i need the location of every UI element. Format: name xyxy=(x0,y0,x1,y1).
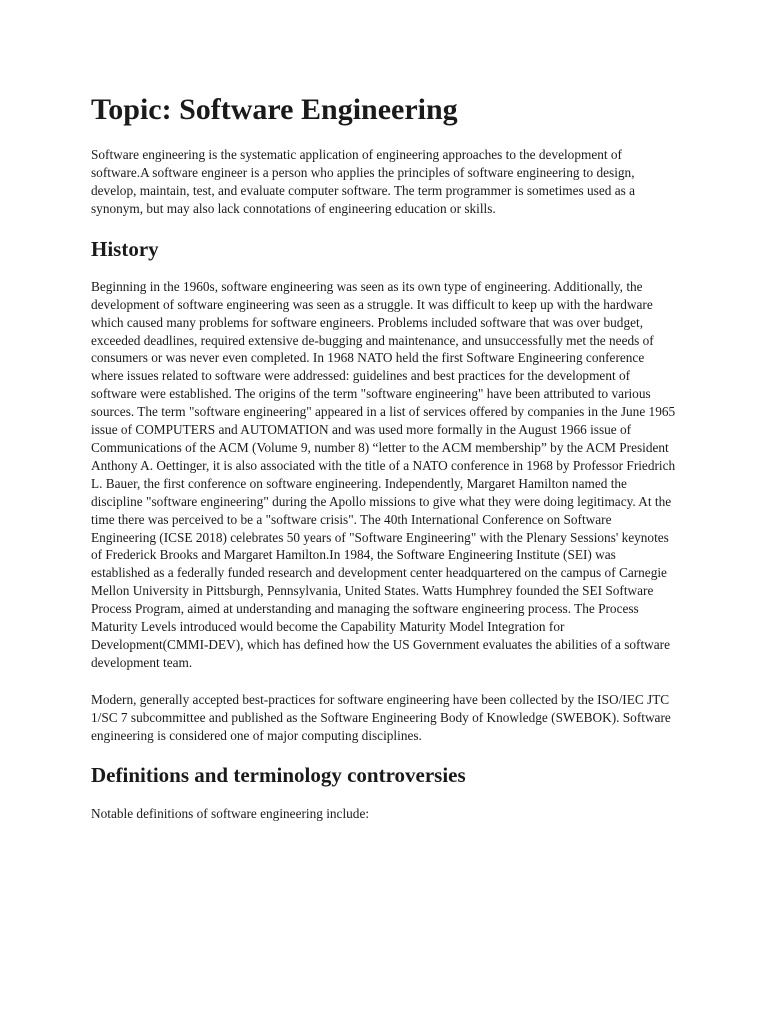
document-page xyxy=(91,92,677,842)
section-heading-definitions: Definitions and terminology controversies xyxy=(91,763,466,788)
history-paragraph-2: Modern, generally accepted best-practices for software engineering have been collected by the ISO/IEC JTC 1/SC 7 subcommittee and published as the Software Engineering Body of Knowledge (SWEBOK). Software engineering is considered one of major computing disciplines. xyxy=(91,691,671,743)
definitions-paragraph-1: Notable definitions of software engineering include: xyxy=(91,805,370,821)
section-heading-history: History xyxy=(91,236,159,261)
intro-paragraph: Software engineering is the systematic application of engineering approaches to the development of software.A software engineer is a person who applies the principles of software engineering to design, develop, maintain, test, and evaluate computer software. The term programmer is sometimes used as a synonym, but may also lack connotations of engineering education or skills. xyxy=(91,147,636,216)
history-paragraph-1: Beginning in the 1960s, software engineering was seen as its own type of engineering. Additionally, the development of software engineering was seen as a struggle. It was difficult to keep up with the hardware which caused many problems for software engineers. Problems included software that was over budget, exceeded deadlines, required extensive de-bugging and maintenance, and unsuccessfully met the needs of consumers or was never even completed. In 1968 NATO held the first Software Engineering conference where issues related to software were addressed: guidelines and best practices for the development of software were established. The origins of the term "software engineering" have been attributed to various sources. The term "software engineering" appeared in a list of services offered by companies in the June 1965 issue of COMPUTERS and AUTOMATION and was used more formally in the August 1966 issue of Communications of the ACM (Volume 9, number 8) “letter to the ACM membership” by the ACM President Anthony A. Oettinger, it is also associated with the title of a NATO conference in 1968 by Professor Friedrich L. Bauer, the first conference on software engineering. Independently, Margaret Hamilton named the discipline "software engineering" during the Apollo missions to give what they were doing legitimacy. At the time there was perceived to be a "software crisis". The 40th International Conference on Software Engineering (ICSE 2018) celebrates 50 years of "Software Engineering" with the Plenary Sessions' keynotes of Frederick Brooks and Margaret Hamilton.In 1984, the Software Engineering Institute (SEI) was established as a federally funded research and development center headquartered on the campus of Carnegie Mellon University in Pittsburgh, Pennsylvania, United States. Watts Humphrey founded the SEI Software Process Program, aimed at understanding and managing the software engineering process. The Process Maturity Levels introduced would become the Capability Maturity Model Integration for Development(CMMI-DEV), which has defined how the US Government evaluates the abilities of a software development team. xyxy=(91,278,676,670)
page-title: Topic: Software Engineering xyxy=(91,93,458,126)
